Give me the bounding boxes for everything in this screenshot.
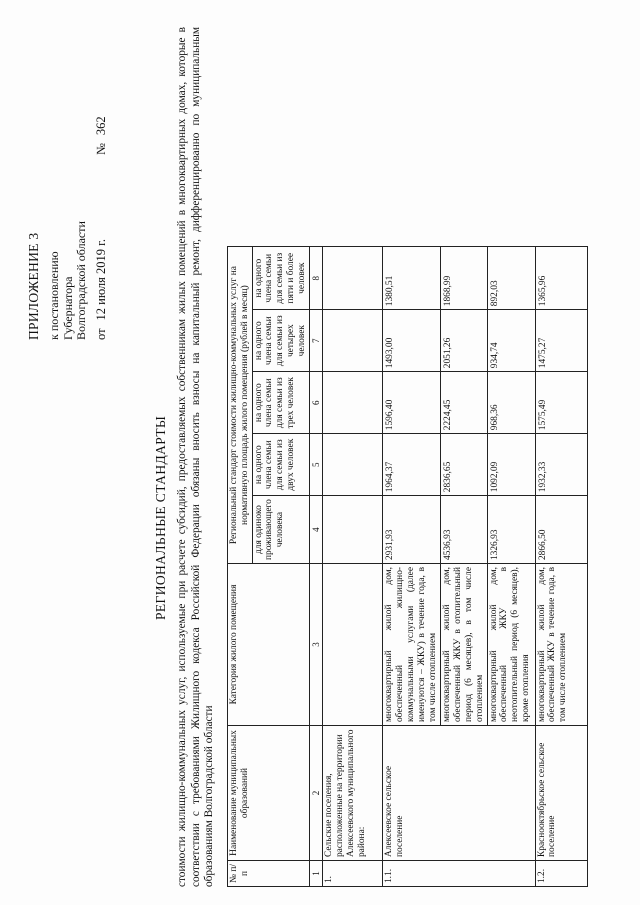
- resolution-line-1: к постановлению: [47, 251, 61, 340]
- header-municipality: Наименование муниципальных образований: [228, 726, 310, 861]
- resolution-line-2: Губернатора: [60, 276, 75, 340]
- appendix-label: ПРИЛОЖЕНИЕ 3: [26, 232, 41, 340]
- header-single: для одиноко проживающего человека: [252, 496, 309, 564]
- column-index-row: 1 2 3 4 5 6 7 8: [309, 247, 323, 887]
- header-five: на одного члена семьи для семьи из пяти и более человек: [252, 247, 309, 310]
- table-row: 1.2. Краснооктябрьское сельское поселение многоквартирный жилой дом, обеспеченный ЖКУ в течение года, в том числе отоплением 2866,50 1932,33 1575,49 1475,27 1365,96: [535, 247, 587, 887]
- table-header-row-1: [228, 247, 253, 887]
- section-row: 1. Сельские поселения, расположенные на территории Алексеевского муниципального района:: [323, 247, 383, 887]
- table-row: многоквартирный жилой дом, обеспеченный ЖКУ в отопительный период (6 месяцев), в том числе отоплением 4536,93 2836,65 2224,45 2051,26 1868,99: [441, 247, 487, 887]
- table-row: 1.1. Алексеевское сельское поселение многоквартирный жилой дом, обеспеченный жилищно-коммунальными услугами (далее именуются – ЖКУ) в течение года, в том числе отоплением 2931,93 1964,37 1596,40 1493,00 1380,51: [383, 247, 441, 887]
- table-row: многоквартирный жилой дом, обеспеченный ЖКУ в неотопительный период (6 месяцев), кроме отопления 1326,93 1092,09 968,36 934,74 892,03: [487, 247, 535, 887]
- header-three: на одного члена семьи для семьи из трех человек: [252, 372, 309, 434]
- resolution-line-3: Волгоградской области: [74, 221, 88, 340]
- header-two: на одного члена семьи для семьи из двух человек: [252, 434, 309, 496]
- header-num: № п/п: [228, 861, 310, 887]
- header-standard: Региональный стандарт стоимости жилищно-коммунальных услуг на нормативную площадь жилого помещения (рублей в месяц): [228, 247, 253, 564]
- resolution-date: от12 июля 2019 г.: [94, 239, 108, 340]
- resolution-block: [48, 221, 89, 340]
- resolution-number: №362: [94, 116, 108, 155]
- header-category: Категория жилого помещения: [228, 564, 310, 726]
- intro-paragraph: стоимости жилищно-коммунальных услуг, используемые при расчете субсидий, предоставляемых собственникам жилых помещений в многоквартирных домах, которые в соответствии с требованиями Жилищного кодекса Российской Федерации обязаны вносить взносы на капитальный ремонт, дифференцированно по муниципальным образованиям Волгоградской области: [176, 27, 215, 887]
- standards-table: [227, 246, 588, 887]
- header-four: на одного члена семьи для семьи из четырех человек: [252, 310, 309, 372]
- document-title: РЕГИОНАЛЬНЫЕ СТАНДАРТЫ: [153, 415, 168, 620]
